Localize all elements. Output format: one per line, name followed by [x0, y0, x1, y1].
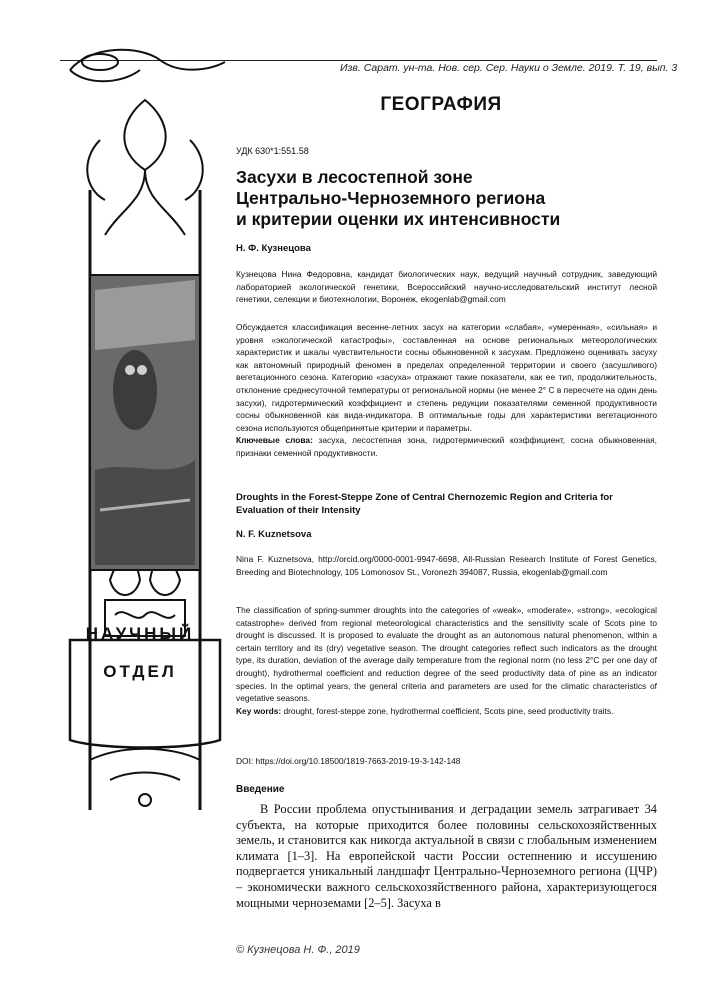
- doi-link[interactable]: DOI: https://doi.org/10.18500/1819-7663-2019-19-3-142-148: [236, 756, 461, 766]
- sidebar-label-line2: ОТДЕЛ: [103, 662, 177, 681]
- abstract-ru: [236, 321, 657, 460]
- floral-crown: [124, 100, 165, 170]
- author-ru: Н. Ф. Кузнецова: [236, 243, 311, 254]
- sidebar-label-line1: НАУЧНЫЙ: [85, 624, 195, 643]
- keywords-ru: засуха, лесостепная зона, гидротермический коэффициент, сосна обыкновенная, признаки семенной продуктивности.: [236, 435, 658, 458]
- owl-figure: [113, 350, 157, 430]
- title-line: и критерии оценки их интенсивности: [236, 209, 561, 229]
- copyright: © Кузнецова Н. Ф., 2019: [236, 944, 360, 956]
- article-title-en: Droughts in the Forest-Steppe Zone of Central Chernozemic Region and Criteria for Evaluation of their Intensity: [236, 492, 613, 516]
- journal-reference: Изв. Сарат. ун-та. Нов. сер. Сер. Науки о Земле. 2019. Т. 19, вып. 3: [340, 62, 678, 74]
- label-frame: [70, 640, 220, 748]
- keywords-ru-label: Ключевые слова:: [236, 435, 313, 446]
- abstract-en: [236, 604, 657, 717]
- udk-code: УДК 630*1:551.58: [236, 146, 309, 156]
- author-en: N. F. Kuznetsova: [236, 529, 312, 540]
- keywords-en: drought, forest-steppe zone, hydrothermal coefficient, Scots pine, seed productivity traits.: [283, 705, 614, 716]
- section-title: ГЕОГРАФИЯ: [380, 94, 502, 115]
- article-title: [236, 167, 656, 230]
- intro-paragraph: [236, 802, 657, 911]
- title-line: Центрально-Черноземного региона: [236, 188, 546, 208]
- affiliation-ru: Кузнецова Нина Федоровна, кандидат биологических наук, ведущий научный сотрудник, заведующий лабораторией экологической генетики, Всероссийский научно-исследовательский институт лесной генетики, селекции и биотехнологии, Воронеж, ekogenlab@gmail.com: [236, 269, 657, 305]
- top-swirl: [70, 50, 225, 70]
- art-nouveau-ornament: [60, 40, 230, 810]
- intro-text: В России проблема опустынивания и деградации земель затрагивает 34 субъекта, на которые приходится более половины сельскохозяйственных земель, и становится как никогда актуальной в связи с глобальным изменением климата [1–3]. На европейской части России остепнению и иссушению подвергается уникальный ландшафт Центрально-Черноземного региона (ЦЧР) – экономически важного сельскохозяйственного района, характеризующегося мощными черноземами [2–5]. Засуха в: [236, 802, 657, 910]
- title-line: Засухи в лесостепной зоне: [236, 167, 473, 187]
- keywords-en-label: Key words:: [236, 705, 282, 716]
- affiliation-en: Nina F. Kuznetsova, http://orcid.org/0000-0001-9947-6698, All-Russian Research Institute of Forest Genetics, Breeding and Biotechnology, 105 Lomonosov St., Voronezh 394087, Russia, ekogenlab@gmail.com: [236, 554, 657, 577]
- abstract-ru-text: Обсуждается классификация весенне-летних засух на категории «слабая», «умеренная», «сильная» и уровня «экологической катастрофы», составленная на основе региональных метеорологических характеристик и шкалы чувствительности сосны обыкновенной к засухам. Предложено оценивать засуху как автономный природный феномен в пределах определенной территории и своего (засушливого) вегетационного сезона. Категорию «засуха» отражают такие показатели, как ее тип, продолжительность, отклонение среднесуточной температуры от региональной нормы (не менее 2° С в пересчете на один день засухи), гидротермический коэффициент и степень редукции показателями семенной продуктивности сосны обыкновенной как вида-индикатора. В оптимальные годы для характеристики вегетационного сезона используются общепринятые критерии и параметры.: [236, 322, 657, 433]
- intro-heading: Введение: [236, 784, 285, 795]
- abstract-en-text: The classification of spring-summer droughts into the categories of «weak», «moderate», «strong», «ecological catastrophe» derived from regional meteorological characteristics and the sensitivity scale of Scots pine to drought is discussed. It is proposed to evaluate the drought as an autonomous natural phenomenon, within a certain territory and its (dry) vegetative season. The drought categories reflect such indicators as the drought type, its duration, deviation of the average daily temperature from the regional norm (no less 2°C per one day of drought), hydrothermal coefficient and reduction degree of the seed productivity data of pine as an indicator species. In the optimal years, the general criteria and parameters are used for the climatic characteristics of vegetative seasons.: [236, 605, 657, 704]
